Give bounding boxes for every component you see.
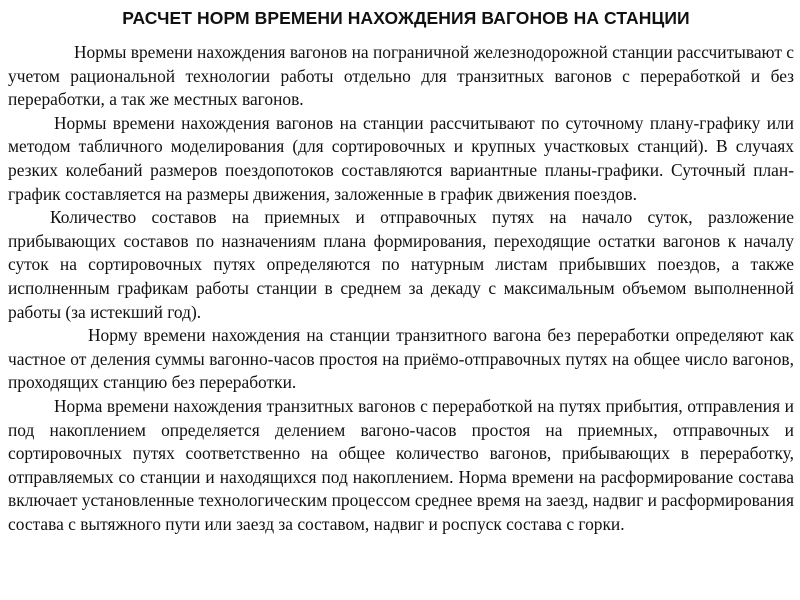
slide-title: РАСЧЕТ НОРМ ВРЕМЕНИ НАХОЖДЕНИЯ ВАГОНОВ НА СТАНЦИИ [122, 8, 690, 28]
paragraph-5: Норма времени нахождения транзитных вагонов с переработкой на путях прибытия, отправления и под накоплением определяется делением вагоно-часов простоя на приемных, отправочных и сортировочных путях соответственно на общее количество вагонов, прибывающих в переработку, отправляемых со станции и находящихся под накоплением. Норма времени на расформирование состава включает установленные технологическим процессом среднее время на заезд, надвиг и расформирования состава с вытяжного пути или заезд за составом, надвиг и роспуск состава с горки. [8, 395, 794, 534]
paragraph-2: Нормы времени нахождения вагонов на станции рассчитывают по суточному плану-графику или методом табличного моделирования (для сортировочных и крупных участковых станций). В случаях резких колебаний размеров поездопотоков составляются вариантные планы-графики. Суточный план-график составляется на размеры движения, заложенные в график движения поездов. [8, 112, 794, 204]
paragraph-1: Нормы времени нахождения вагонов на пограничной железнодорожной станции рассчитывают с учетом рациональной технологии работы отдельно для транзитных вагонов с переработкой и без переработки, а так же местных вагонов. [8, 42, 794, 110]
slide-body [8, 41, 794, 536]
paragraph-3: Количество составов на приемных и отправочных путях на начало суток, разложение прибывающих составов по назначениям плана формирования, переходящие остатки вагонов к началу суток на сортировочных путях определяются по натурным листам прибывших поездов, а также исполненным графикам работы станции в среднем за декаду с максимальным объемом выполненной работы (за истекший год). [8, 207, 794, 322]
paragraph-4: Норму времени нахождения на станции транзитного вагона без переработки определяют как частное от деления суммы вагонно-часов простоя на приёмо-отправочных путях на общее число вагонов, проходящих станцию без переработки. [8, 325, 794, 393]
